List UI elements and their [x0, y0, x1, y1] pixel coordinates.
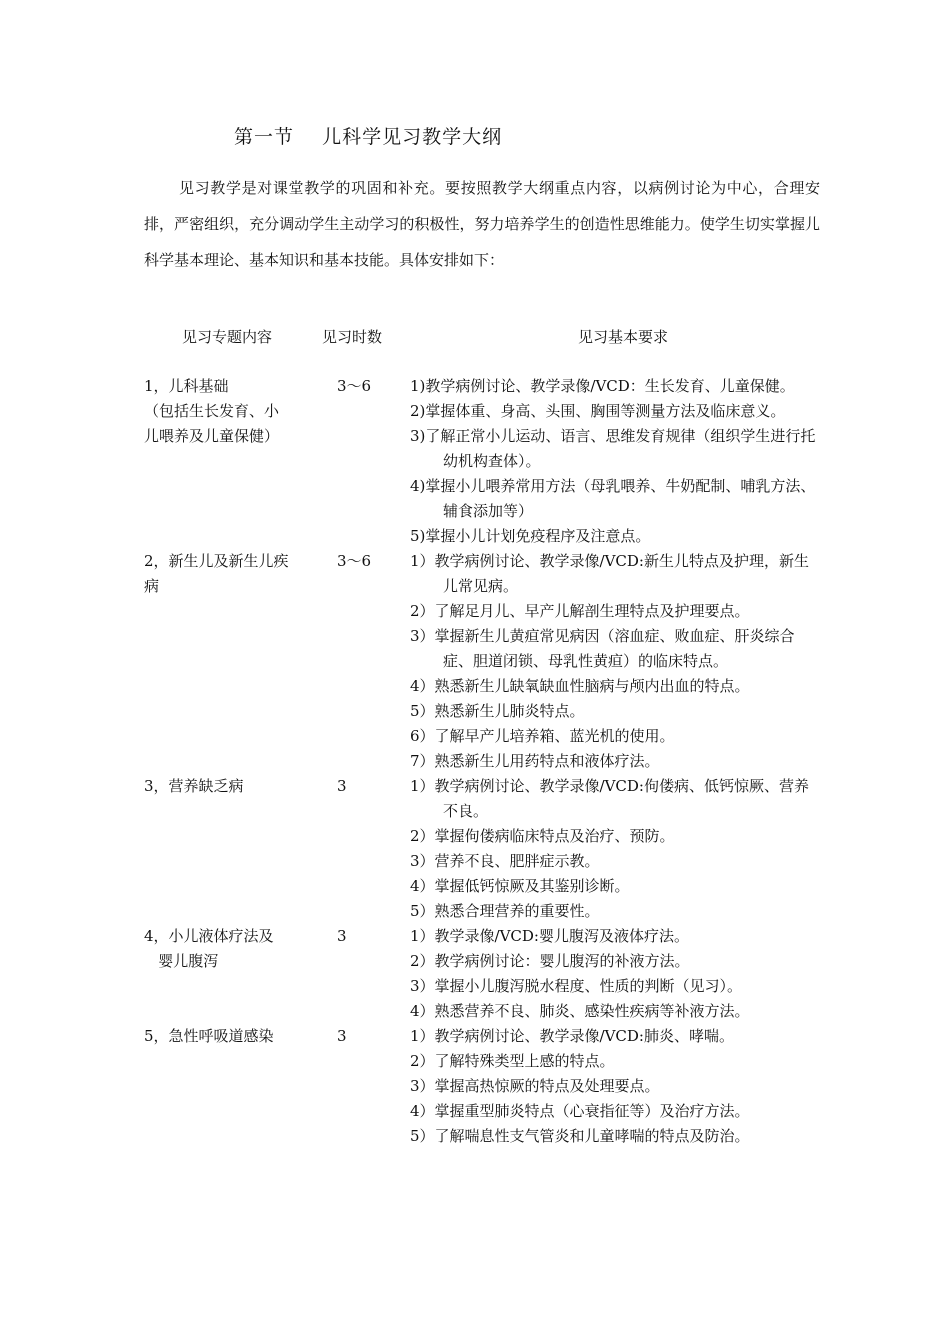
topic-line: 4，小儿液体疗法及	[144, 927, 274, 945]
requirement-item: 3）掌握新生儿黄疸常见病因（溶血症、败血症、肝炎综合症、胆道闭锁、母乳性黄疸）的临床特点。	[410, 627, 795, 670]
requirement-item: 1）教学病例讨论、教学录像/VCD:新生儿特点及护理，新生儿常见病。	[410, 552, 809, 595]
requirement-item: 2）掌握佝偻病临床特点及治疗、预防。	[410, 827, 675, 845]
intro-paragraph: 见习教学是对课堂教学的巩固和补充。要按照教学大纲重点内容，以病例讨论为中心，合理安排，严密组织，充分调动学生主动学习的积极性，努力培养学生的创造性思维能力。使学生切实掌握儿科学基本理论、基本知识和基本技能。具体安排如下：	[144, 179, 820, 269]
hours-cell: 3	[337, 927, 347, 945]
topic-line: 5，急性呼吸道感染	[144, 1027, 274, 1045]
hours-cell: 3	[337, 1027, 347, 1045]
requirement-item: 4）掌握低钙惊厥及其鉴别诊断。	[410, 877, 630, 895]
hours-cell: 3～6	[337, 377, 372, 395]
requirement-item: 1）教学录像/VCD:婴儿腹泻及液体疗法。	[410, 927, 689, 945]
requirement-item: 6）了解早产儿培养箱、蓝光机的使用。	[410, 727, 675, 745]
requirement-item: 1)教学病例讨论、教学录像/VCD：生长发育、儿童保健。	[410, 377, 795, 395]
topic-line: 病	[144, 577, 160, 595]
section-title: 第一节 儿科学见习教学大纲	[234, 126, 503, 148]
requirement-item: 4）熟悉新生儿缺氧缺血性脑病与颅内出血的特点。	[410, 677, 750, 695]
topic-line: 2，新生儿及新生儿疾	[144, 552, 289, 570]
header-hours: 见习时数	[322, 328, 383, 346]
requirement-item: 3)了解正常小儿运动、语言、思维发育规律（组织学生进行托幼机构查体）。	[410, 427, 816, 470]
requirement-item: 3）营养不良、肥胖症示教。	[410, 852, 600, 870]
requirement-item: 3）掌握高热惊厥的特点及处理要点。	[410, 1077, 660, 1095]
requirement-item: 2）了解特殊类型上感的特点。	[410, 1052, 615, 1070]
topic-cell	[144, 774, 312, 799]
topic-cell	[144, 1024, 312, 1049]
topic-cell	[144, 924, 312, 974]
header-requirements: 见习基本要求	[578, 328, 669, 346]
hours-cell: 3	[337, 777, 347, 795]
hours-cell: 3～6	[337, 552, 372, 570]
requirement-item: 4）熟悉营养不良、肺炎、感染性疾病等补液方法。	[410, 1002, 750, 1020]
topic-cell	[144, 374, 312, 449]
topic-line: 婴儿腹泻	[144, 952, 219, 970]
requirements-cell	[410, 1024, 820, 1149]
requirement-item: 7）熟悉新生儿用药特点和液体疗法。	[410, 752, 660, 770]
topic-line: 3，营养缺乏病	[144, 777, 244, 795]
requirement-item: 4)掌握小儿喂养常用方法（母乳喂养、牛奶配制、哺乳方法、辅食添加等）	[410, 477, 816, 520]
topic-line: 1，儿科基础	[144, 377, 229, 395]
requirement-item: 5）了解喘息性支气管炎和儿童哮喘的特点及防治。	[410, 1127, 750, 1145]
requirement-item: 2)掌握体重、身高、头围、胸围等测量方法及临床意义。	[410, 402, 786, 420]
requirement-item: 4）掌握重型肺炎特点（心衰指征等）及治疗方法。	[410, 1102, 750, 1120]
requirements-cell	[410, 924, 820, 1024]
requirement-item: 1）教学病例讨论、教学录像/VCD:肺炎、哮喘。	[410, 1027, 734, 1045]
requirements-cell	[410, 549, 820, 774]
requirement-item: 5）熟悉合理营养的重要性。	[410, 902, 600, 920]
topic-line: （包括生长发育、小	[144, 402, 280, 420]
requirement-item: 2）教学病例讨论：婴儿腹泻的补液方法。	[410, 952, 690, 970]
requirement-item: 2）了解足月儿、早产儿解剖生理特点及护理要点。	[410, 602, 750, 620]
header-topic: 见习专题内容	[182, 328, 273, 346]
requirement-item: 5)掌握小儿计划免疫程序及注意点。	[410, 527, 651, 545]
requirements-cell	[410, 374, 820, 549]
requirement-item: 1）教学病例讨论、教学录像/VCD:佝偻病、低钙惊厥、营养不良。	[410, 777, 809, 820]
requirement-item: 5）熟悉新生儿肺炎特点。	[410, 702, 585, 720]
topic-line: 儿喂养及儿童保健）	[144, 427, 280, 445]
requirements-cell	[410, 774, 820, 924]
topic-cell	[144, 549, 312, 599]
requirement-item: 3）掌握小儿腹泻脱水程度、性质的判断（见习）。	[410, 977, 743, 995]
